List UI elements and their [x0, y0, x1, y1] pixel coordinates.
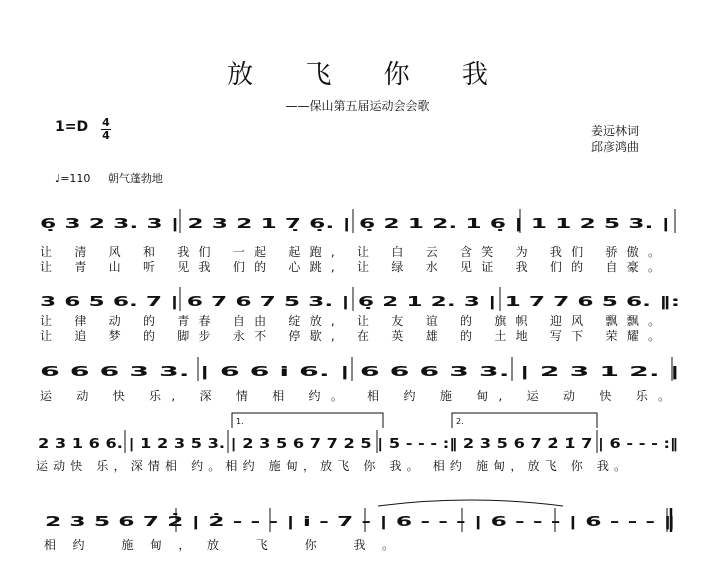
lyrics-row-2-verse-1: 让 律 动 的 青春 自由 绽放, 让 友 谊 的 旗帜 迎风 飘飘。	[40, 314, 660, 328]
notes-row-4: 2 3 1 6 6. | 1 2 3 5 3. | 2 3 5 6 7 7 2 5 | 5 - - - :‖ 2 3 5 6 7 2̇ 1̇ 7 | 6 - - - :‖	[38, 437, 678, 452]
composer-credit: 邱彦鸿曲	[591, 140, 640, 154]
tie-arc	[378, 500, 563, 506]
time-signature-bottom: 4	[102, 129, 110, 142]
score-row-1	[40, 209, 675, 274]
lyrics-row-5: 相约 施甸，放 飞 你 我。	[44, 538, 395, 552]
lyrics-row-1-verse-1: 让 清 风 和 我们 一起 起跑, 让 白 云 含笑 为 我们 骄傲。	[40, 245, 660, 259]
expression-mark: 朝气蓬勃地	[107, 172, 163, 185]
lyrics-row-2-verse-2: 让 追 梦 的 脚步 永不 停歇, 在 英 雄 的 土地 写下 荣耀。	[40, 329, 660, 343]
key-signature: 1=D	[55, 119, 89, 135]
score-row-2	[40, 287, 680, 343]
notes-row-1: 6̣ 3 2 3. 3 | 2 3 2 1 7̣ 6̣. | 6̣ 2 1 2. 1 6̣ | 1 1 2 5 3. |	[40, 217, 670, 232]
volta-1-label: 1.	[236, 417, 244, 426]
time-signature-top: 4	[102, 116, 110, 129]
notes-row-5: 2 3 5 6 7 2̇ | 2̇ - - - | i - 7 - | 6 - - - | 6 - - - | 6 - - - ‖	[45, 515, 396, 530]
volta-2-bracket	[452, 413, 597, 428]
notes-row-2: 3 6 5 6. 7 | 6 7 6 7 5 3. | 6̣ 2 1 2. 3 | 1 7 7 6 5 6. ‖:	[40, 295, 680, 310]
volta-1-bracket	[232, 413, 383, 428]
score-row-5	[44, 500, 675, 552]
score-row-4	[36, 413, 678, 473]
lyrics-row-3: 运 动 快 乐, 深 情 相 约。 相 约 施 甸, 运 动 快 乐。	[40, 389, 671, 403]
tempo-value: ♩=110	[55, 172, 91, 185]
song-subtitle: ——保山第五届运动会会歌	[285, 99, 430, 113]
volta-2-label: 2.	[456, 417, 464, 426]
lyricist-credit: 姜远林词	[591, 124, 640, 138]
song-title: 放 飞 你 我	[227, 60, 510, 90]
score-row-3	[40, 357, 680, 403]
lyrics-row-4: 运动快 乐，深情相 约。相约 施甸，放飞 你 我。 相约 施甸，放飞 你 我。	[36, 459, 627, 473]
lyrics-row-1-verse-2: 让 青 山 听 见我 们的 心跳, 让 绿 水 见证 我 们的 自豪。	[40, 260, 660, 274]
notes-row-3: 6 6 6 3 3. | 6 6 i 6. | 6 6 6 3 3. | 2 3 1 2. |	[40, 365, 680, 380]
